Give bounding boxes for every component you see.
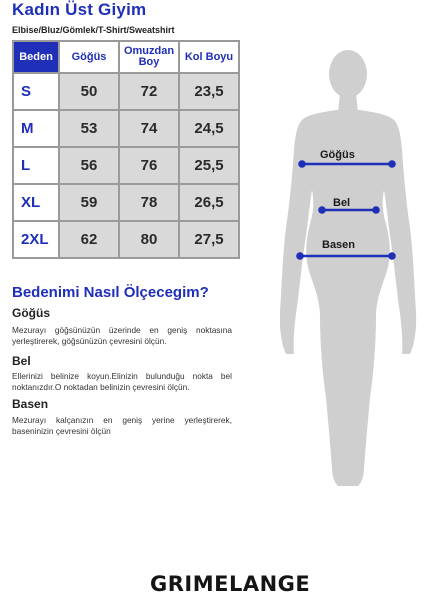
table-row <box>13 184 239 221</box>
chart-title: Kadın Üst Giyim <box>12 0 147 19</box>
hip-section-text: Mezurayı kalçanızın en geniş yerine yerleştirerek, baseninizin çevresini ölçün <box>12 415 232 436</box>
chest-cell: 56 <box>59 147 119 184</box>
sleeve-cell: 23,5 <box>179 73 239 110</box>
chest-section-title: Göğüs <box>12 306 50 320</box>
table-header-row <box>13 41 239 73</box>
silhouette-icon <box>280 50 416 486</box>
length-cell: 80 <box>119 221 179 258</box>
chest-cell: 62 <box>59 221 119 258</box>
length-cell: 76 <box>119 147 179 184</box>
hip-label: Basen <box>322 239 356 251</box>
how-to-measure-heading: Bedenimi Nasıl Ölçecegim? <box>12 284 209 301</box>
length-cell: 78 <box>119 184 179 221</box>
size-cell: L <box>13 147 59 184</box>
size-cell: M <box>13 110 59 147</box>
chart-subtitle: Elbise/Bluz/Gömlek/T-Shirt/Sweatshirt <box>12 25 175 35</box>
table-row <box>13 147 239 184</box>
length-cell: 72 <box>119 73 179 110</box>
table-row <box>13 110 239 147</box>
sleeve-cell: 27,5 <box>179 221 239 258</box>
waist-section-text: Ellerinizi belinize koyun.Elinizin bulunduğu nokta bel noktanızdır.O noktadan belinizin çevresini ölçün. <box>12 371 232 392</box>
size-cell: 2XL <box>13 221 59 258</box>
table-row <box>13 221 239 258</box>
sleeve-cell: 25,5 <box>179 147 239 184</box>
header-sleeve: Kol Boyu <box>179 41 239 73</box>
header-length: Omuzdan Boy <box>119 41 179 73</box>
body-silhouette-figure <box>280 50 424 490</box>
size-cell: S <box>13 73 59 110</box>
waist-section-title: Bel <box>12 354 31 368</box>
header-chest: Göğüs <box>59 41 119 73</box>
waist-label: Bel <box>333 197 351 209</box>
chest-cell: 53 <box>59 110 119 147</box>
sleeve-cell: 24,5 <box>179 110 239 147</box>
size-cell: XL <box>13 184 59 221</box>
chest-cell: 50 <box>59 73 119 110</box>
chest-cell: 59 <box>59 184 119 221</box>
sleeve-cell: 26,5 <box>179 184 239 221</box>
hip-section-title: Basen <box>12 397 49 411</box>
chest-section-text: Mezurayı göğsünüzün üzerinde en geniş noktasına yerleştirerek, göğsünüzün çevresini ölçün. <box>12 325 232 346</box>
chest-label: Göğüs <box>320 149 355 161</box>
brand-logo: GRIMELANGE <box>150 572 311 596</box>
length-cell: 74 <box>119 110 179 147</box>
header-size: Beden <box>13 41 59 73</box>
table-row <box>13 73 239 110</box>
size-table <box>12 40 240 259</box>
